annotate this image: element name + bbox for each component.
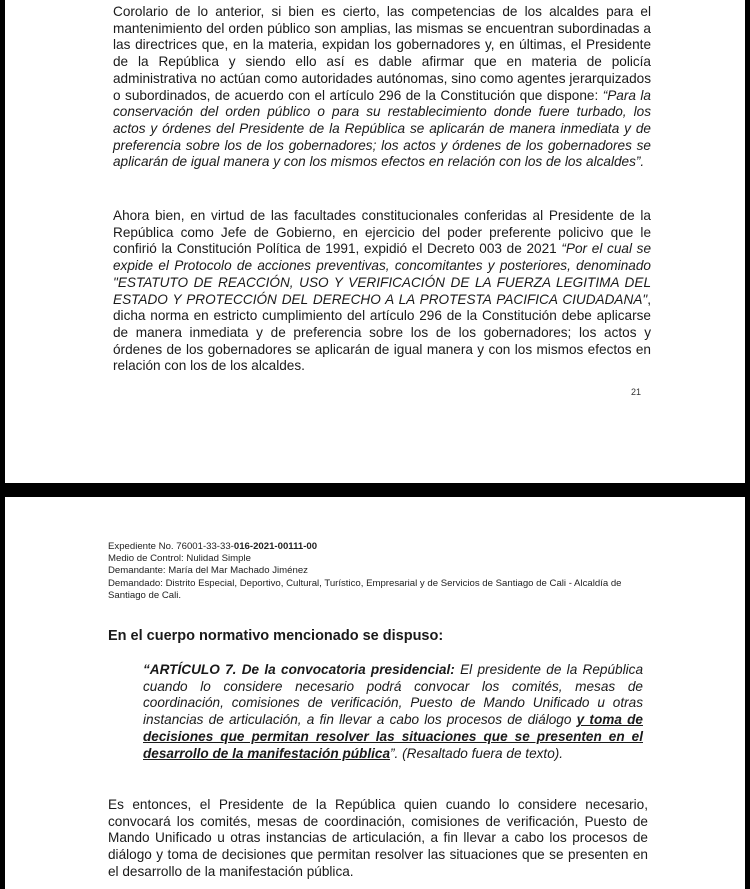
article-highlighted-text: y toma de decisiones que permitan resolver las situaciones que se presenten en el desarrollo de la manifestación pública	[143, 712, 643, 761]
expediente-line: Expediente No. 76001-33-33-016-2021-00111-00	[108, 541, 318, 552]
demandado-line: Demandado: Distrito Especial, Deportivo, Cultural, Turístico, Empresarial y de Servicios de Santiago de Cali - Alcaldía de Santiago de Cali.	[108, 577, 622, 601]
section-heading: En el cuerpo normativo mencionado se dispuso:	[108, 628, 444, 644]
paragraph-decreto	[113, 208, 651, 375]
paragraph-text: Ahora bien, en virtud de las facultades constitucionales conferidas al Presidente de la República como Jefe de Gobierno, en ejercicio del poder preferente policivo que le confirió la Constitución Política de 1991, expidió el Decreto 003 de 2021	[113, 208, 651, 257]
article-body: El presidente de la República cuando lo considere necesario podrá convocar los comités, mesas de coordinación, comisiones de verificación, Puesto de Mando Unificado u otras instancias de articulación, a fin llevar a cabo los procesos de diálogo	[143, 662, 644, 728]
demandante-line: Demandante: María del Mar Machado Jiménez	[108, 565, 308, 577]
medio-control-line: Medio de Control: Nulidad Simple	[108, 553, 251, 565]
article-note: (Resaltado fuera de texto).	[398, 745, 564, 761]
article-7-quote	[143, 662, 643, 762]
document-page-22	[5, 497, 745, 889]
article-closing: ”.	[390, 745, 399, 761]
article-title: “ARTÍCULO 7. De la convocatoria presidencial:	[143, 662, 455, 677]
expediente-number: 016-2021-00111-00	[233, 541, 318, 552]
decree-title-quote: “Por el cual se expide el Protocolo de acciones preventivas, concomitantes y posteriores, denominado "ESTATUTO DE REACCIÓN, USO Y VERIFICACIÓN DE LA FUERZA LEGITIMA DEL ESTADO Y PROTECCIÓN DEL DERECHO A LA PROTESTA PACIFICA CIUDADANA"	[113, 241, 652, 307]
page-number: 21	[631, 387, 642, 397]
paragraph-corolario	[113, 4, 651, 171]
paragraph-conclusion: Es entonces, el Presidente de la República quien cuando lo considere necesario, convocará los comités, mesas de coordinación, comisiones de verificación, Puesto de Mando Unificado u otras instancias de articulación, a fin llevar a cabo los procesos de diálogo y toma de decisiones que permitan resolver las situaciones que se presenten en el desarrollo de la manifestación pública.	[108, 797, 648, 879]
case-header	[108, 541, 648, 602]
document-page-21	[5, 0, 745, 483]
constitution-quote: “Para la conservación del orden público o para su restablecimiento donde fuere turbado, los actos y órdenes del Presidente de la República se aplicarán de manera inmediata y de preferencia sobre los de los gobernadores; los actos y órdenes de los gobernadores se aplicarán de igual manera y con los mismos efectos en relación con los de los alcaldes”.	[113, 87, 651, 170]
paragraph-text: Corolario de lo anterior, si bien es cierto, las competencias de los alcaldes para el mantenimiento del orden público son amplias, las mismas se encuentran subordinadas a las directrices que, en la materia, expidan los gobernadores y, en últimas, el Presidente de la República y siendo ello así es dable afirmar que en materia de policía administrativa no actúan como autoridades autónomas, sino como agentes jerarquizados o subordinados, de acuerdo con el artículo 296 de la Constitución que dispone:	[113, 4, 651, 103]
paragraph-text-after: , dicha norma en estricto cumplimiento del artículo 296 de la Constitución debe aplicarse de manera inmediata y de preferencia sobre los de los gobernadores; los actos y órdenes de los gobernadores se aplicarán de igual manera y con los mismos efectos en relación con los de los alcaldes.	[113, 291, 651, 374]
